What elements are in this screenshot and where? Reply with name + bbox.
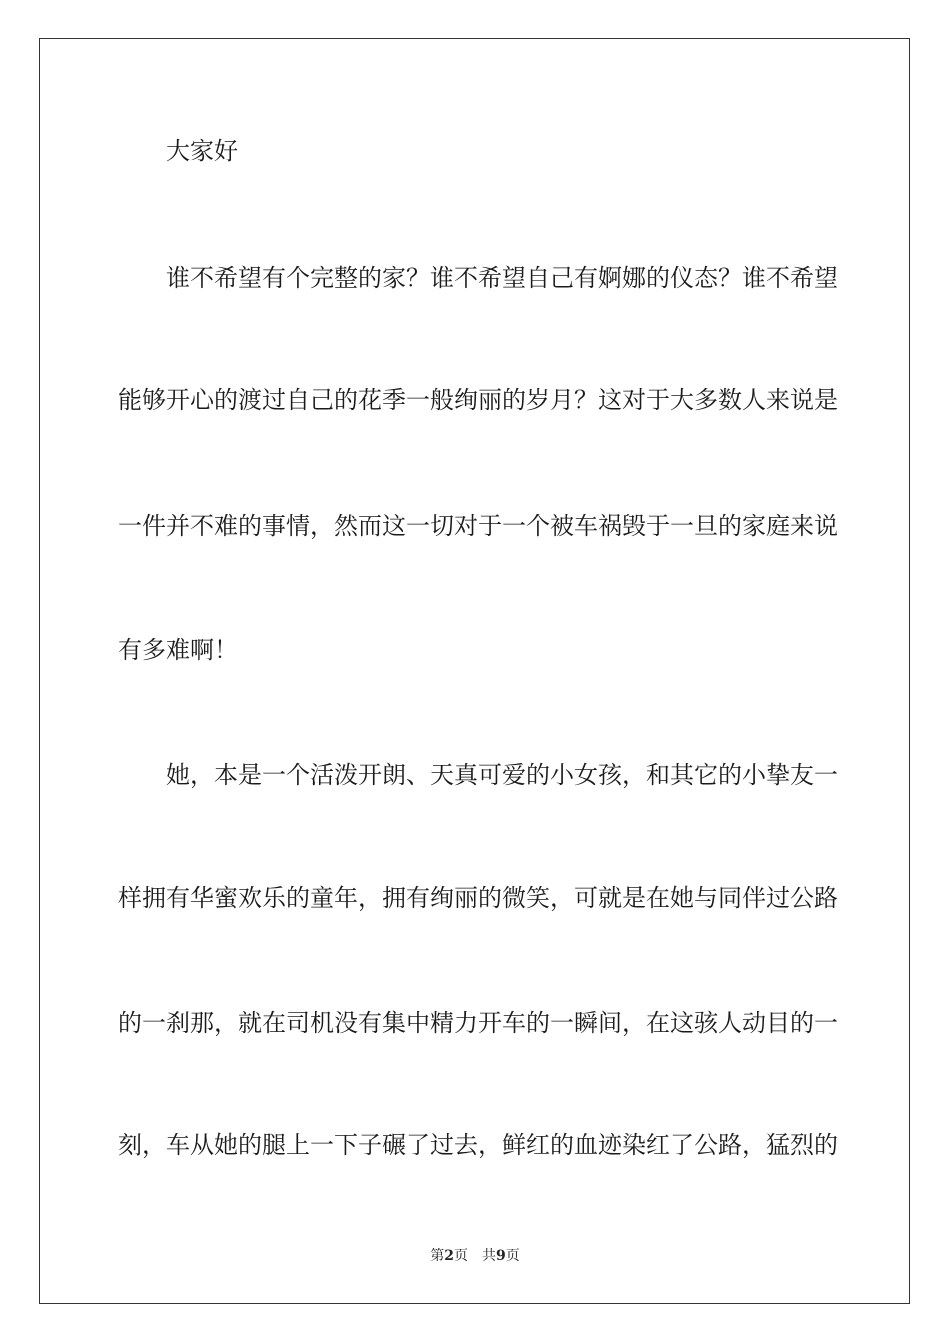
paragraph-2-line-3: 的一刹那，就在司机没有集中精力开车的一瞬间，在这骇人动目的一 bbox=[118, 1009, 838, 1037]
paragraph-1-line-2: 能够开心的渡过自己的花季一般绚丽的岁月？这对于大多数人来说是 bbox=[118, 386, 838, 414]
paragraph-2-line-1: 她，本是一个活泼开朗、天真可爱的小女孩，和其它的小挚友一 bbox=[166, 761, 838, 789]
paragraph-1-line-4: 有多难啊！ bbox=[118, 636, 238, 664]
total-suffix: 页 bbox=[505, 1248, 520, 1264]
current-page-number: 2 bbox=[444, 1248, 454, 1264]
paragraph-2-line-2: 样拥有华蜜欢乐的童年，拥有绚丽的微笑，可就是在她与同伴过公路 bbox=[118, 884, 838, 912]
paragraph-2-line-4: 刻，车从她的腿上一下子碾了过去，鲜红的血迹染红了公路，猛烈的 bbox=[118, 1131, 838, 1159]
greeting-line: 大家好 bbox=[166, 137, 238, 165]
total-page-number: 9 bbox=[496, 1248, 506, 1264]
total-prefix: 共 bbox=[482, 1248, 496, 1264]
page-footer bbox=[0, 1246, 950, 1266]
page-suffix: 页 bbox=[454, 1248, 468, 1264]
page-prefix: 第 bbox=[430, 1248, 445, 1264]
page-border bbox=[39, 38, 910, 1304]
paragraph-1-line-1: 谁不希望有个完整的家？谁不希望自己有婀娜的仪态？谁不希望 bbox=[166, 264, 838, 292]
paragraph-1-line-3: 一件并不难的事情，然而这一切对于一个被车祸毁于一旦的家庭来说 bbox=[118, 512, 838, 540]
